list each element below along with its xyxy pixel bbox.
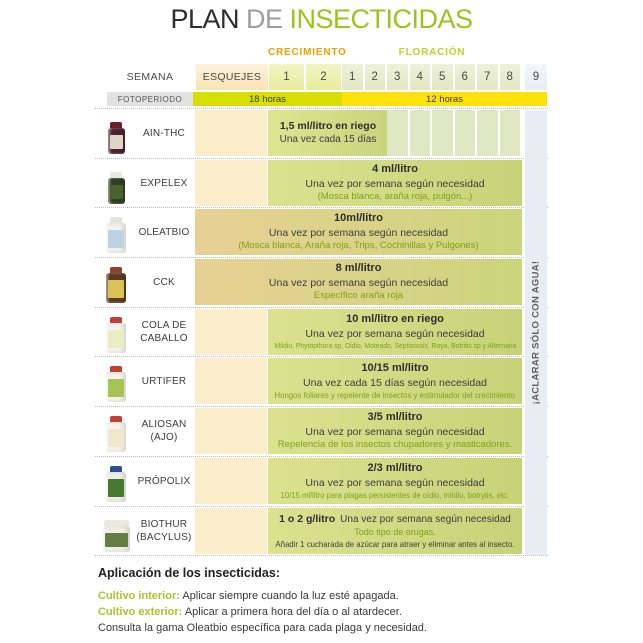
rinse-note-strip bbox=[525, 110, 547, 555]
application-band bbox=[268, 160, 522, 206]
header-cell-floracion-2: 2 bbox=[365, 64, 386, 90]
application-band bbox=[268, 110, 388, 156]
dose-text: 10ml/litro bbox=[334, 212, 383, 225]
rinse-note-text: ¡ACLARAR SÓLO CON AGUA! bbox=[530, 260, 542, 405]
esquejes-cell bbox=[195, 408, 267, 454]
product-name-line2: (BACYLUS) bbox=[136, 532, 192, 543]
table-row bbox=[95, 209, 548, 255]
faded-week-cell bbox=[455, 110, 476, 156]
dose-text: 8 ml/litro bbox=[335, 262, 382, 275]
table-row bbox=[95, 358, 548, 404]
title-word-de: DE bbox=[246, 4, 283, 34]
photoperiod-18h-bar: 18 horas bbox=[193, 92, 342, 106]
table-row bbox=[95, 259, 548, 305]
footer-line-interior bbox=[98, 590, 399, 602]
title-word-insecticidas: INSECTICIDAS bbox=[289, 4, 473, 34]
product-jar-icon bbox=[103, 520, 130, 552]
dose-text: 1,5 ml/litro en riego bbox=[279, 120, 377, 133]
product-bottle-icon bbox=[106, 366, 126, 402]
dose-text: 10/15 ml/litro bbox=[361, 361, 429, 374]
dose-text: 2/3 ml/litro bbox=[367, 461, 423, 474]
header-cell-crecimiento-2: 2 bbox=[306, 64, 341, 90]
product-name: BIOTHUR bbox=[140, 519, 188, 530]
faded-week-cell bbox=[432, 110, 453, 156]
dose-text: 1 o 2 g/litro bbox=[279, 512, 336, 525]
esquejes-cell bbox=[195, 309, 267, 355]
table-row bbox=[95, 160, 548, 206]
esquejes-cell bbox=[195, 508, 267, 554]
header-cell-floracion-5: 5 bbox=[432, 64, 453, 90]
application-band bbox=[268, 508, 522, 554]
esquejes-cell bbox=[195, 358, 267, 404]
frequency-text: Una vez por semana según necesidad bbox=[305, 476, 485, 489]
consulta-text: Consulta la gama Oleatbio específica para cada plaga y necesidad. bbox=[98, 622, 427, 634]
product-name-line2: (AJO) bbox=[150, 432, 178, 443]
phase-label-floracion: FLORACIÓN bbox=[398, 47, 466, 58]
product-bottle-icon bbox=[106, 416, 126, 452]
footer-heading: Aplicación de los insecticidas: bbox=[98, 566, 281, 580]
target-note: 10/15 ml/litro para plagas persistentes de oídio, mildiu, botrytis, etc. bbox=[280, 489, 510, 500]
target-note: Repelencia de los insectos chupadores y masticadores. bbox=[277, 439, 513, 451]
application-band bbox=[268, 309, 522, 355]
table-row bbox=[95, 458, 548, 504]
frequency-text: Una vez por semana según necesidad bbox=[305, 425, 485, 438]
cultivo-exterior-label: Cultivo exterior: bbox=[98, 606, 183, 618]
faded-week-cell bbox=[387, 110, 408, 156]
frequency-text: Una vez por semana según necesidad bbox=[268, 226, 449, 239]
faded-week-cell bbox=[410, 110, 431, 156]
application-band bbox=[195, 209, 522, 255]
header-cell-floracion-1: 1 bbox=[342, 64, 363, 90]
semana-row-label: SEMANA bbox=[126, 71, 174, 83]
faded-week-cell bbox=[500, 110, 521, 156]
dose-text: 4 ml/litro bbox=[372, 163, 418, 176]
target-note: (Mosca blanca, araña roja, pulgón...) bbox=[317, 191, 473, 203]
header-cell-floracion-4: 4 bbox=[410, 64, 431, 90]
table-row bbox=[95, 508, 548, 554]
frequency-text: Una vez cada 15 días según necesidad bbox=[303, 376, 487, 389]
header-cell-floracion-7: 7 bbox=[477, 64, 498, 90]
application-band bbox=[195, 259, 522, 305]
cultivo-interior-label: Cultivo interior: bbox=[98, 590, 180, 602]
target-note: Hongos foliares y repelente de insectos y estimulador del crecimiento bbox=[274, 389, 516, 400]
header-cell-floracion-6: 6 bbox=[455, 64, 476, 90]
product-bottle-icon bbox=[108, 172, 125, 204]
esquejes-cell bbox=[195, 458, 267, 504]
application-band bbox=[268, 358, 522, 404]
frequency-text: Una vez por semana según necesidad bbox=[305, 177, 485, 190]
frequency-text: Una vez por semana según necesidad bbox=[268, 276, 449, 289]
phase-label-crecimiento: CRECIMIENTO bbox=[268, 47, 347, 58]
product-name: CCK bbox=[153, 276, 175, 288]
target-note: Todo tipo de orugas. bbox=[354, 527, 436, 538]
page-title bbox=[0, 4, 643, 35]
table-row bbox=[95, 110, 548, 156]
product-name: EXPELEX bbox=[140, 177, 188, 189]
cultivo-exterior-text: Aplicar a primera hora del día o al atardecer. bbox=[184, 606, 402, 618]
extra-note: Añadir 1 cucharada de azúcar para atraer y eliminar antes al insecto. bbox=[275, 538, 515, 549]
cultivo-interior-text: Aplicar siempre cuando la luz esté apagada. bbox=[182, 590, 399, 602]
product-name-line2: CABALLO bbox=[140, 333, 188, 344]
product-name: ALIOSAN bbox=[141, 419, 187, 430]
target-note: Específico araña roja bbox=[313, 290, 404, 302]
fotoperiodo-label: FOTOPERIODO bbox=[107, 92, 193, 106]
footer-line-consulta bbox=[98, 622, 427, 634]
frequency-text: Una vez por semana según necesidad bbox=[340, 513, 511, 525]
esquejes-cell bbox=[195, 110, 267, 156]
header-cell-crecimiento-1: 1 bbox=[269, 64, 304, 90]
title-word-plan: PLAN bbox=[170, 4, 239, 34]
photoperiod-12h-bar: 12 horas bbox=[342, 92, 547, 106]
dose-text: 3/5 ml/litro bbox=[367, 411, 423, 424]
product-bottle-icon bbox=[106, 267, 126, 303]
product-name: COLA DE bbox=[141, 320, 187, 331]
product-name: AIN-THC bbox=[143, 127, 185, 139]
frequency-text: Una vez por semana según necesidad bbox=[305, 328, 485, 341]
product-name: PRÓPOLIX bbox=[137, 475, 191, 487]
product-bottle-icon bbox=[106, 466, 126, 502]
table-bottom-separator bbox=[95, 555, 548, 556]
product-bottle-icon bbox=[106, 217, 126, 253]
esquejes-cell bbox=[195, 160, 267, 206]
footer-line-exterior bbox=[98, 606, 402, 618]
product-bottle-icon bbox=[106, 317, 126, 353]
header-cell-esquejes: ESQUEJES bbox=[196, 64, 268, 90]
product-bottle-icon bbox=[108, 122, 125, 154]
target-note: (Mosca blanca, Araña roja, Trips, Cochinillas y Pulgones) bbox=[238, 240, 479, 252]
header-cell-floracion-3: 3 bbox=[387, 64, 408, 90]
dose-text: 10 ml/litro en riego bbox=[346, 313, 444, 326]
application-band bbox=[268, 458, 522, 504]
application-band bbox=[268, 408, 522, 454]
table-row bbox=[95, 309, 548, 355]
header-cell-floracion-8: 8 bbox=[500, 64, 521, 90]
product-name: OLEATBIO bbox=[138, 226, 190, 238]
table-row bbox=[95, 408, 548, 454]
frequency-text: Una vez cada 15 días bbox=[279, 134, 377, 146]
product-name: URTIFER bbox=[141, 375, 187, 387]
header-cell-week-9: 9 bbox=[525, 64, 547, 90]
target-note: Mildiu, Phytopthora sp, Oidio, Moteado, Septoriosis, Roya, Botritis sp y Alternaria bbox=[274, 341, 517, 351]
faded-week-cell bbox=[477, 110, 498, 156]
